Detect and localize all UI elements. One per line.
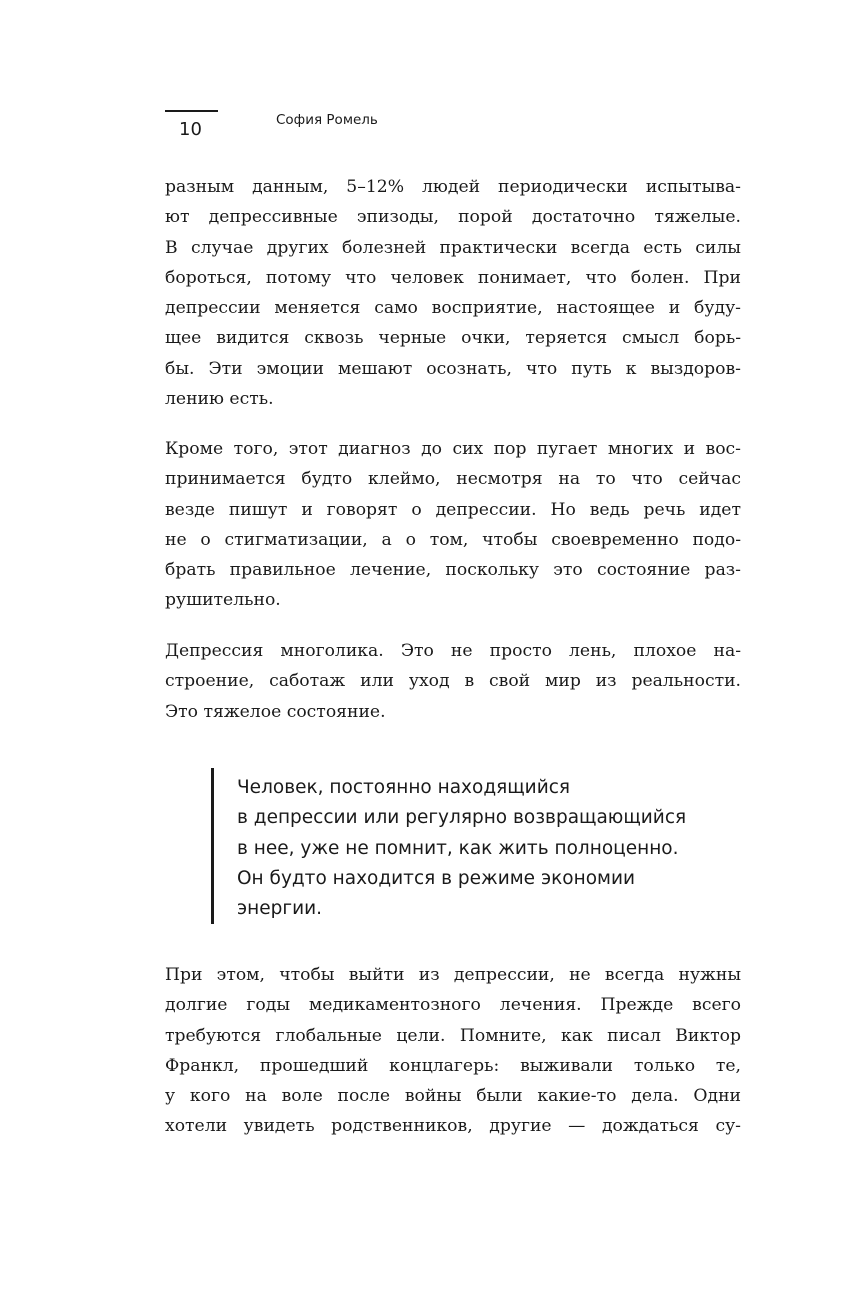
text-line: ют депрессивные эпизоды, порой достаточно тяжелые. bbox=[165, 207, 741, 228]
text-line: хотели увидеть родственников, другие — дождаться су- bbox=[165, 1116, 741, 1137]
running-head-author: София Ромель bbox=[276, 112, 378, 128]
page-number-rule bbox=[165, 110, 218, 112]
text-line: везде пишут и говорят о депрессии. Но ведь речь идет bbox=[165, 499, 741, 520]
text-line: бороться, потому что человек понимает, что болен. При bbox=[165, 267, 741, 288]
text-line: не о стигматизации, а о том, чтобы своевременно подо- bbox=[165, 529, 741, 550]
text-line: Это тяжелое состояние. bbox=[165, 701, 386, 722]
text-line: строение, саботаж или уход в свой мир из реальности. bbox=[165, 671, 741, 692]
pull-quote bbox=[211, 768, 751, 924]
quote-line: Человек, постоянно находящийся bbox=[237, 777, 571, 798]
quote-line: энергии. bbox=[237, 898, 323, 920]
text-line: требуются глобальные цели. Помните, как писал Виктор bbox=[165, 1025, 741, 1046]
text-line: у кого на воле после войны были какие-то дела. Одни bbox=[165, 1086, 741, 1107]
text-line: бы. Эти эмоции мешают осознать, что путь к выздоров- bbox=[165, 358, 741, 379]
text-line: принимается будто клеймо, несмотря на то что сейчас bbox=[165, 469, 741, 490]
paragraph-4 bbox=[165, 960, 741, 1142]
text-line: Депрессия многолика. Это не просто лень, плохое на- bbox=[165, 641, 741, 661]
quote-line: Он будто находится в режиме экономии bbox=[237, 867, 636, 889]
paragraph-2 bbox=[165, 434, 741, 616]
quote-text bbox=[237, 773, 686, 924]
paragraph-1 bbox=[165, 172, 741, 414]
page-number: 10 bbox=[179, 119, 202, 140]
text-line: долгие годы медикаментозного лечения. Прежде всего bbox=[165, 995, 741, 1016]
text-line: При этом, чтобы выйти из депрессии, не всегда нужны bbox=[165, 965, 741, 985]
text-line: брать правильное лечение, поскольку это состояние раз- bbox=[165, 560, 741, 581]
quote-line: в депрессии или регулярно возвращающийся bbox=[237, 807, 687, 829]
text-line: Франкл, прошедший концлагерь: выживали только те, bbox=[165, 1055, 741, 1076]
quote-line: в нее, уже не помнит, как жить полноценно. bbox=[237, 837, 679, 859]
text-line: щее видится сквозь черные очки, теряется смысл борь- bbox=[165, 328, 741, 349]
text-line: В случае других болезней практически всегда есть силы bbox=[165, 237, 741, 258]
text-line: разным данным, 5–12% людей периодически испытыва- bbox=[165, 177, 741, 197]
text-line: лению есть. bbox=[165, 389, 274, 410]
quote-bar bbox=[211, 768, 214, 924]
text-line: Кроме того, этот диагноз до сих пор пугает многих и вос- bbox=[165, 439, 741, 459]
text-line: депрессии меняется само восприятие, настоящее и буду- bbox=[165, 298, 741, 319]
text-line: рушительно. bbox=[165, 590, 281, 611]
paragraph-3 bbox=[165, 636, 741, 727]
page-header bbox=[165, 110, 725, 150]
